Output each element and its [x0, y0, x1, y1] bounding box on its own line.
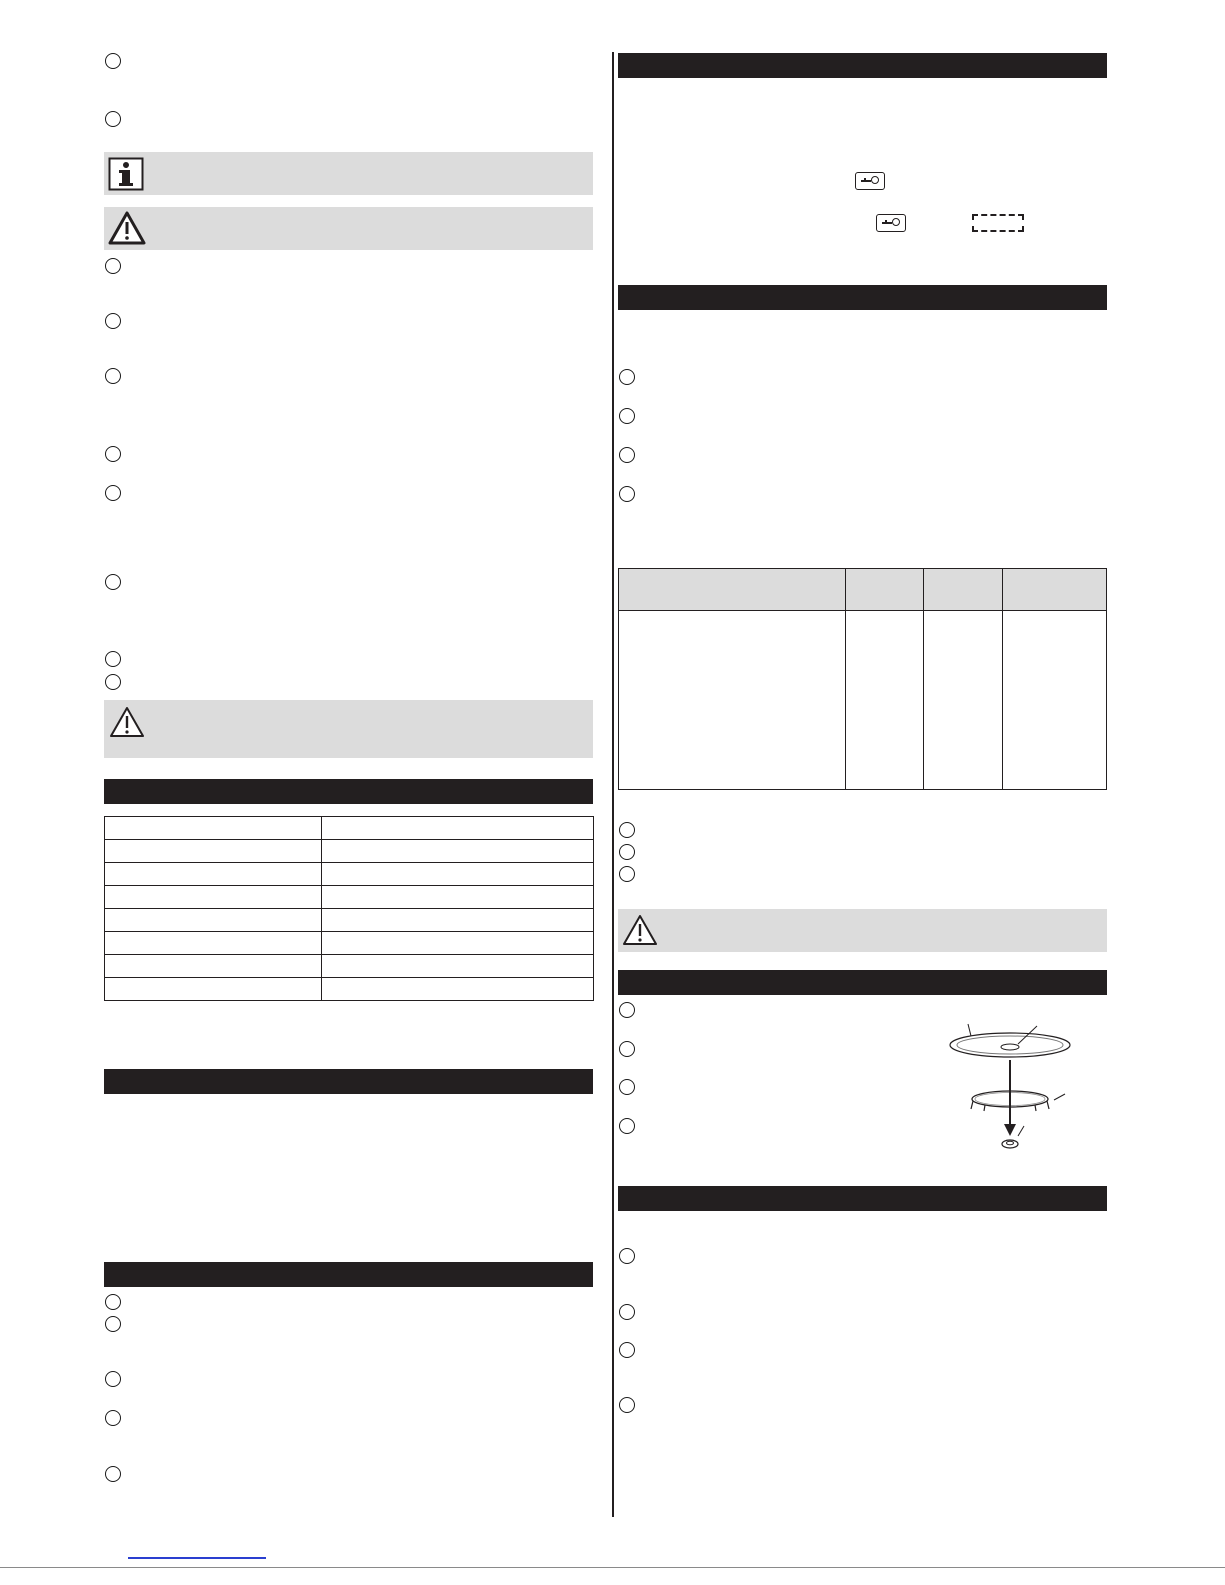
footer-link-underline[interactable] [128, 1557, 266, 1559]
table-row [105, 909, 594, 932]
list-marker [105, 1466, 121, 1482]
table-cell [105, 886, 322, 909]
list-marker [619, 1002, 635, 1018]
table-cell [105, 817, 322, 840]
list-marker [105, 1410, 121, 1426]
list-marker [105, 111, 121, 127]
info-icon [108, 157, 144, 191]
section-header-bar [618, 970, 1107, 995]
list-marker [619, 1342, 635, 1358]
list-marker [105, 446, 121, 462]
list-marker [105, 258, 121, 274]
table-cell [105, 932, 322, 955]
list-marker [105, 674, 121, 690]
table-row [105, 978, 594, 1001]
table-header-row [619, 569, 1106, 611]
table-row [105, 955, 594, 978]
specification-table [104, 816, 594, 1001]
list-marker [105, 651, 121, 667]
table-cell [105, 863, 322, 886]
table-row [105, 817, 594, 840]
section-header-bar [618, 1186, 1107, 1211]
turntable-assembly-illustration [940, 1018, 1080, 1158]
table-cell [105, 955, 322, 978]
table-cell [105, 909, 322, 932]
display-placeholder-icon [972, 214, 1024, 232]
warning-note-box [618, 909, 1107, 952]
key-lock-icon [876, 214, 906, 232]
list-marker [619, 866, 635, 882]
table-cell [322, 932, 594, 955]
list-marker [105, 1316, 121, 1332]
list-marker [105, 1371, 121, 1387]
table-cell [105, 840, 322, 863]
list-marker [105, 368, 121, 384]
list-marker [105, 313, 121, 329]
warning-note-box [104, 207, 593, 250]
section-header-bar [618, 285, 1107, 310]
section-header-bar [618, 53, 1107, 78]
list-marker [619, 369, 635, 385]
warning-triangle-icon [107, 210, 147, 246]
table-cell [322, 909, 594, 932]
power-level-table [618, 568, 1107, 790]
table-row [105, 863, 594, 886]
list-marker [619, 408, 635, 424]
info-note-box [104, 152, 593, 195]
list-marker [619, 1041, 635, 1057]
table-cell [322, 817, 594, 840]
table-cell [322, 863, 594, 886]
table-cell [322, 955, 594, 978]
list-marker [619, 1079, 635, 1095]
list-marker [105, 1294, 121, 1310]
list-marker [105, 485, 121, 501]
list-marker [619, 844, 635, 860]
list-marker [619, 1248, 635, 1264]
table-cell [322, 978, 594, 1001]
table-cell [322, 886, 594, 909]
section-header-bar [104, 1069, 593, 1094]
warning-triangle-icon [108, 705, 146, 739]
list-marker [619, 447, 635, 463]
table-cell [322, 840, 594, 863]
table-cell [105, 978, 322, 1001]
key-lock-icon [855, 172, 885, 190]
warning-triangle-icon [621, 913, 659, 947]
table-row [105, 840, 594, 863]
footer-rule [0, 1567, 1225, 1568]
list-marker [619, 1397, 635, 1413]
list-marker [105, 53, 121, 69]
table-row [105, 932, 594, 955]
list-marker [619, 822, 635, 838]
warning-note-box [104, 700, 593, 758]
list-marker [619, 1118, 635, 1134]
section-header-bar [104, 779, 593, 804]
list-marker [619, 486, 635, 502]
list-marker [619, 1304, 635, 1320]
table-row [105, 886, 594, 909]
section-header-bar [104, 1262, 593, 1287]
list-marker [105, 574, 121, 590]
column-divider [612, 52, 614, 1517]
